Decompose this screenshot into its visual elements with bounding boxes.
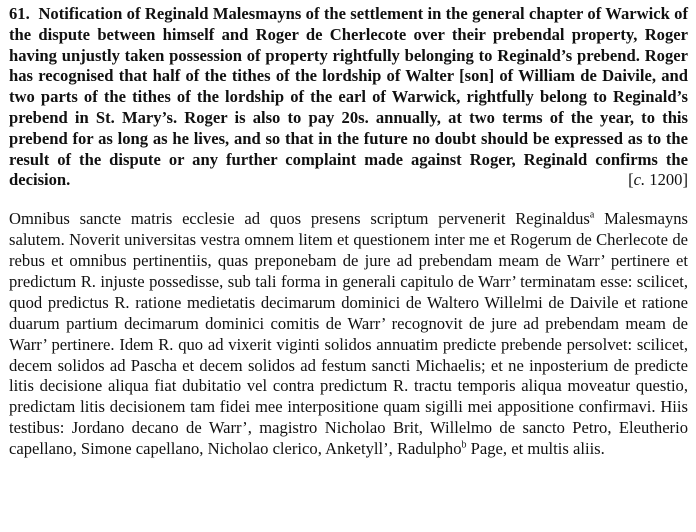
entry-summary: Notification of Reginald Malesmayns of the settlement in the general chapter of Warwick of the dispute between himself and Roger de Cherlecote over their prebendal property, Roger having unjustly taken possession of property rightfully belonging to Reginald’s prebend. Roger has recognised that half of the tithes of the lordship of Walter [son] of William de Daivile, and two parts of the tithes of the lordship of the earl of Warwick, rightfully belong to Reginald’s prebend in St. Mary’s. Roger is also to pay 20s. annually, at two terms of the year, to this prebend for as long as he lives, and so that in the future no doubt should be expressed as to the result of the dispute or any further complaint made against Roger, Reginald confirms the decision. [9, 4, 688, 190]
charter-text-part-3: Page, et multis aliis. [466, 439, 605, 459]
circa-mark: c. [633, 170, 646, 190]
entry-date: [c. 1200] [628, 170, 688, 190]
charter-text [9, 209, 688, 460]
entry-heading [9, 4, 688, 191]
charter-text-part-1: Omnibus sancte matris ecclesie ad quos presens scriptum pervenerit Reginaldus [9, 209, 590, 229]
footnote-marker-a: a [589, 209, 595, 221]
footnote-marker-b: b [461, 439, 467, 451]
charter-text-part-2: Malesmayns salutem. Noverit universitas vestra omnem litem et questionem inter me et Rogerum de Cherlecote de rebus et omnibus pertinentiis, quas preponebam de jure ad prebendam meam de Warr’ pertinere et predictum R. injuste possedisse, sub tali forma in generali capitulo de Warr’ terminatam esse: scilicet, quod predictus R. ratione medietatis decimarum dominici de Waltero Willelmi de Daivile et ratione duarum partium decimarum dominici comitis de Warr’ recognovit de jure ad prebendam meam de Warr’ pertinere. Idem R. quo ad vixerit viginti solidos annuatim predicte prebende persolvet: scilicet, decem solidos ad Pascha et decem solidos ad festum sancti Michaelis; et ne inposterium de predicte litis decisione aliqua fiat dubitatio vel contra predictum R. tractu temporis aliqua moveatur questio, predictam litis decisionem tam fidei mee interpositione quam sigilli mei appositione confirmavi. Hiis testibus: Jordano decano de Warr’, magistro Nicholao Brit, Willelmo de sancto Petro, Eleutherio capellano, Simone capellano, Nicholao clerico, Anketyll’, Radulpho [9, 209, 688, 459]
entry-number: 61. [9, 4, 30, 23]
